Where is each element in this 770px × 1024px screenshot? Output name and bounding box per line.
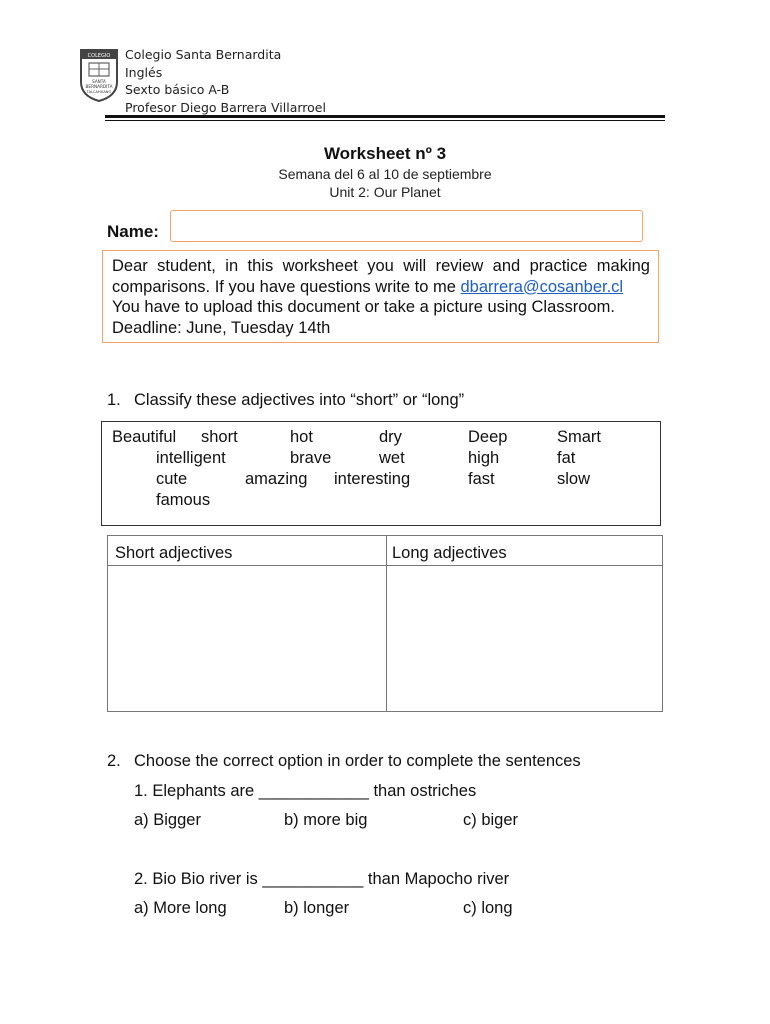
word-item: famous [156,491,211,509]
header-divider-thin [105,120,665,121]
word-item: interesting [334,470,411,488]
question-1-heading [107,391,464,410]
word-item: fast [468,470,495,488]
school-name: Colegio Santa Bernardita [125,47,282,62]
sentence-1-text: Elephants are ____________ than ostriches [152,782,477,800]
header-divider-thick [105,115,665,118]
word-item: fat [557,449,576,467]
worksheet-title: Worksheet nº 3 [323,144,447,163]
instructions-box [102,250,659,343]
question-2-heading [107,752,581,771]
logo-text-2: SANTA [92,79,106,84]
word-item: hot [290,428,313,446]
grade-name: Sexto básico A-B [125,82,230,97]
teacher-email-link[interactable]: dbarrera@cosanber.cl [460,277,624,296]
question-2-number: 2. [107,752,121,770]
question-1-text: Classify these adjectives into “short” or “long” [134,391,465,409]
word-item: high [468,449,500,467]
worksheet-unit: Unit 2: Our Planet [329,184,441,200]
name-label: Name: [107,222,159,241]
sentence-1-number: 1. [134,782,148,800]
word-item: Smart [557,428,602,446]
word-item: brave [290,449,332,467]
word-item: Deep [468,428,508,446]
word-item: amazing [245,470,308,488]
subject-name: Inglés [125,64,163,80]
logo-text-1: COLEGIO [87,53,111,59]
question-2-text: Choose the correct option in order to complete the sentences [134,752,581,770]
school-crest-logo [79,46,119,102]
sentence-2-text: Bio Bio river is ___________ than Mapocho river [152,870,510,888]
word-item: Beautiful [112,428,177,446]
school-header [125,46,326,116]
word-item: wet [379,449,405,467]
option-c: c) long [463,899,513,917]
option-a: a) More long [134,899,227,917]
instructions-line-4: Deadline: June, Tuesday 14th [112,318,331,337]
option-a: a) Bigger [134,811,201,829]
name-input[interactable] [170,210,643,242]
adjective-word-bank [101,421,661,526]
question-1-number: 1. [107,391,121,409]
sentence-2 [134,870,509,889]
classification-table [107,535,663,712]
logo-text-4: TALCAHUANO [86,90,112,94]
sentence-2-number: 2. [134,870,148,888]
instructions-line-1: Dear student, in this worksheet you will review and practice making [112,257,650,275]
teacher-name: Profesor Diego Barrera Villarroel [125,99,326,115]
option-c: c) biger [463,811,519,829]
table-column-divider [386,536,387,711]
instructions-line-2 [112,277,650,298]
logo-text-3: BERNARDITA [85,84,113,89]
instructions-line-3: You have to upload this document or take a picture using Classroom. [112,298,615,316]
table-header-divider [108,565,662,566]
short-adjectives-header: Short adjectives [115,544,233,562]
sentence-1 [134,782,476,801]
option-b: b) more big [284,811,368,829]
word-item: slow [557,470,591,488]
word-item: intelligent [156,449,226,467]
option-b: b) longer [284,899,350,917]
word-item: cute [156,470,188,488]
worksheet-week: Semana del 6 al 10 de septiembre [278,166,492,182]
long-adjectives-header: Long adjectives [392,544,507,562]
word-item: short [201,428,238,446]
instructions-line-2-text: comparisons. If you have questions write to me [112,277,461,296]
word-item: dry [379,428,402,446]
